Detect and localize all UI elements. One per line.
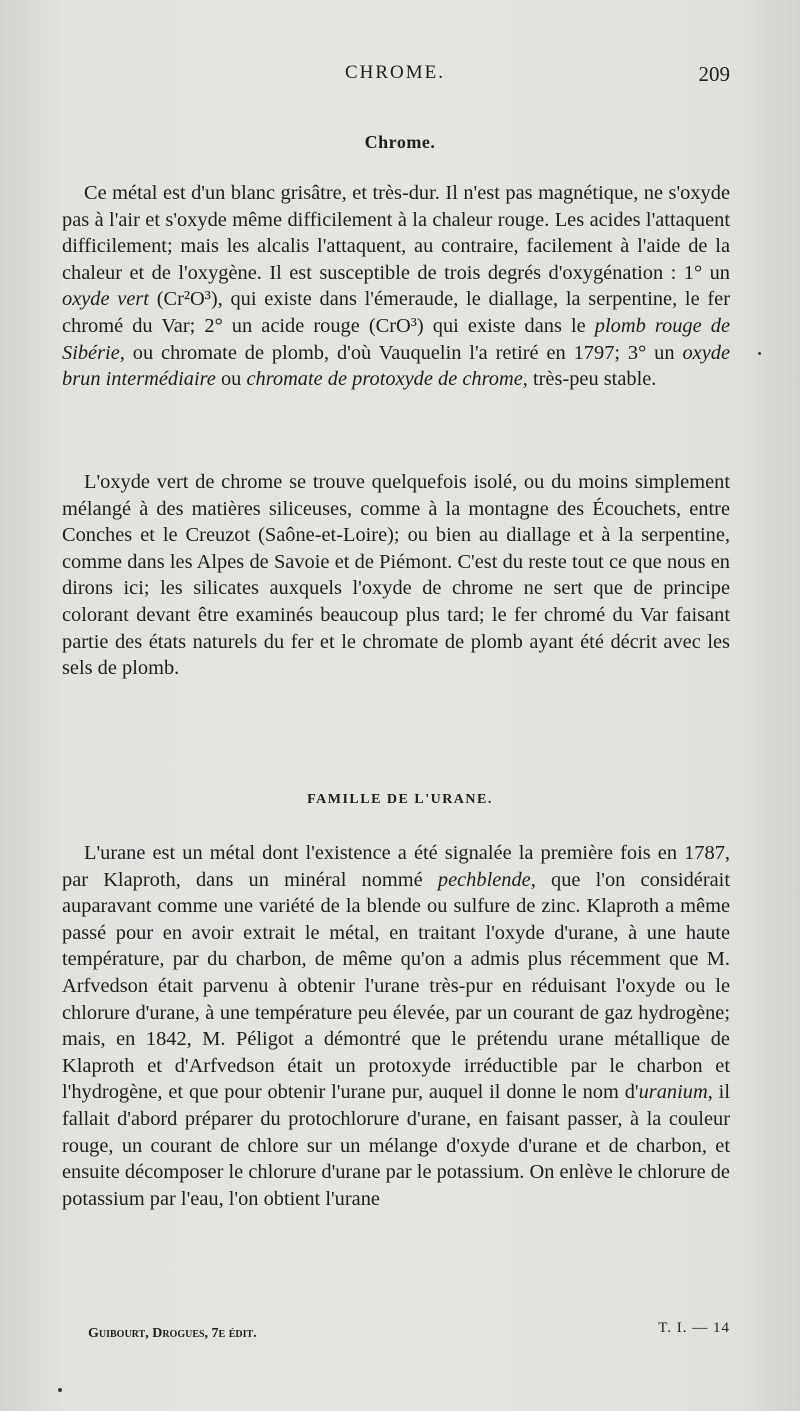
page-number: 209	[698, 62, 730, 86]
ink-spot	[58, 1388, 62, 1392]
ink-spot	[758, 352, 761, 355]
running-head-title: CHROME.	[344, 62, 446, 83]
section-title-urane: FAMILLE DE L'URANE.	[307, 792, 493, 807]
paragraph-chrome-occurrence: L'oxyde vert de chrome se trouve quelquefois isolé, ou du moins simplement mélangé à des matières siliceuses, comme à la montagne des Écouchets, entre Conches et le Creuzot (Saône-et-Loire); ou bien au diallage et à la serpentine, comme dans les Alpes de Savoie et de Piémont. C'est du reste tout ce que nous en dirons ici; les silicates auxquels l'oxyde de chrome ne sert que de principe colorant devant être examinés beaucoup plus tard; le fer chromé du Var faisant partie des états naturels du fer et le chromate de plomb ayant été décrit avec les sels de plomb.	[62, 471, 730, 680]
paragraph-urane-history: L'urane est un métal dont l'existence a été signalée la première fois en 1787, par Klaproth, dans un minéral nommé pechblende, que l'on considérait auparavant comme une variété de la blende ou sulfure de zinc. Klaproth a même passé pour en avoir extrait le métal, en traitant l'oxyde d'urane, à une haute température, par du charbon, de même qu'on a admis plus récemment que M. Arfvedson était parvenu à obtenir l'urane très-pur en réduisant l'oxyde ou le chlorure d'urane, à une température peu élevée, par un courant de gaz hydrogène; mais, en 1842, M. Péligot a démontré que le prétendu urane métallique de Klaproth et d'Arfvedson était un protoxyde irréductible par le charbon et l'hydrogène, et que pour obtenir l'urane pur, auquel il donne le nom d'uranium, il fallait d'abord préparer du protochlorure d'urane, en faisant passer, à la couleur rouge, un courant de chlore sur un mélange d'oxyde d'urane et de charbon, et ensuite décomposer le chlorure d'urane par le potassium. On enlève le chlorure de potassium par l'eau, l'on obtient l'urane	[62, 842, 730, 1210]
footer-signature: Guibourt, Drogues, 7e édit.	[88, 1326, 257, 1341]
running-head	[60, 62, 730, 88]
paragraph-chrome-properties: Ce métal est d'un blanc grisâtre, et très-dur. Il n'est pas magnétique, ne s'oxyde pas à l'air et s'oxyde même difficilement à la chaleur rouge. Les acides l'attaquent difficilement; mais les alcalis l'attaquent, au contraire, facilement à l'aide de la chaleur et de l'oxygène. Il est susceptible de trois degrés d'oxygénation : 1° un oxyde vert (Cr²O³), qui existe dans l'émeraude, le diallage, la serpentine, le fer chromé du Var; 2° un acide rouge (CrO³) qui existe dans le plomb rouge de Sibérie, ou chromate de plomb, d'où Vauquelin l'a retiré en 1797; 3° un oxyde brun intermédiaire ou chromate de protoxyde de chrome, très-peu stable.	[62, 182, 731, 391]
section-title-chrome: Chrome.	[364, 132, 436, 152]
footer-volume-sheet: T. I. — 14	[658, 1320, 730, 1336]
page-footer	[88, 1320, 730, 1344]
